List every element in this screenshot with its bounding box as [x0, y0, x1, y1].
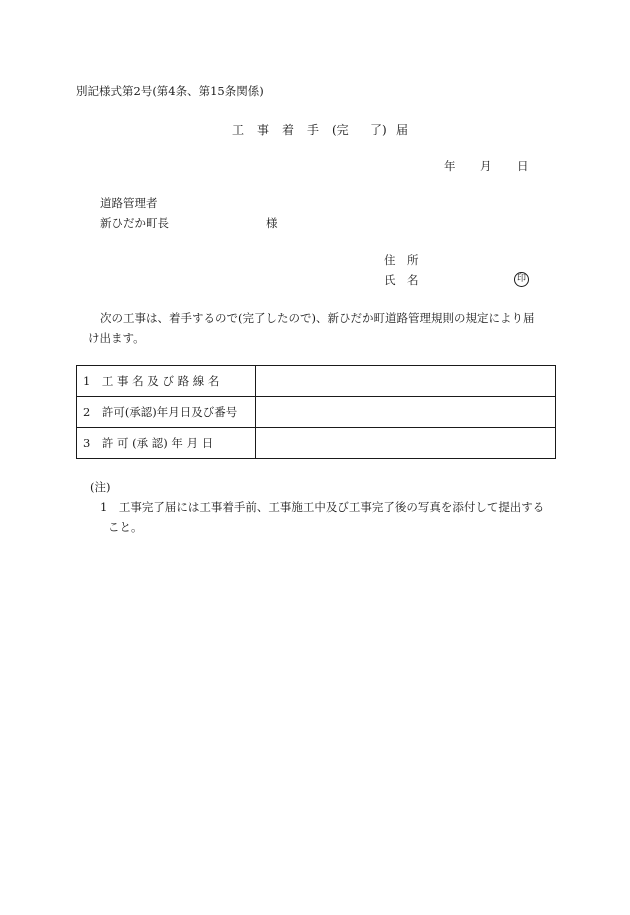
addressee-name: 新ひだか町長 — [100, 216, 169, 230]
title-char: 事 — [257, 123, 270, 137]
form-number: 別記様式第2号(第4条、第15条関係) — [76, 84, 264, 98]
date-line — [444, 161, 529, 173]
title-char: 手 — [307, 123, 320, 137]
name-label: 氏 名 — [384, 273, 419, 287]
note-item-line-1: 1 工事完了届には工事着手前、工事施工中及び工事完了後の写真を添付して提出する — [100, 500, 545, 514]
address-label: 住 所 — [384, 253, 419, 267]
title-char: 工 — [232, 123, 245, 137]
honorific: 様 — [266, 216, 278, 230]
title-char: 届 — [396, 123, 409, 137]
seal-mark: 印 — [514, 272, 529, 287]
row-label: 1 工 事 名 及 び 路 線 名 — [77, 366, 256, 397]
note-header: (注) — [90, 480, 111, 494]
row-value-field[interactable] — [256, 428, 556, 459]
table-row — [77, 397, 556, 428]
row-value-field[interactable] — [256, 397, 556, 428]
table-row — [77, 366, 556, 397]
info-table — [76, 365, 556, 459]
note-item-line-2: こと。 — [108, 520, 143, 534]
body-text-line-2: け出ます。 — [88, 331, 145, 345]
row-value-field[interactable] — [256, 366, 556, 397]
date-year: 年 — [444, 159, 456, 173]
date-day: 日 — [517, 159, 529, 173]
title-char: 着 — [282, 123, 295, 137]
row-label: 3 許 可 (承 認) 年 月 日 — [77, 428, 256, 459]
document-title — [232, 124, 408, 136]
date-month: 月 — [480, 159, 492, 173]
table-row — [77, 428, 556, 459]
title-char: 了) — [370, 123, 387, 137]
addressee-role: 道路管理者 — [100, 196, 158, 210]
body-text-line-1: 次の工事は、着手するので(完了したので)、新ひだか町道路管理規則の規定により届 — [100, 311, 535, 325]
title-char: (完 — [332, 123, 349, 137]
row-label: 2 許可(承認)年月日及び番号 — [77, 397, 256, 428]
